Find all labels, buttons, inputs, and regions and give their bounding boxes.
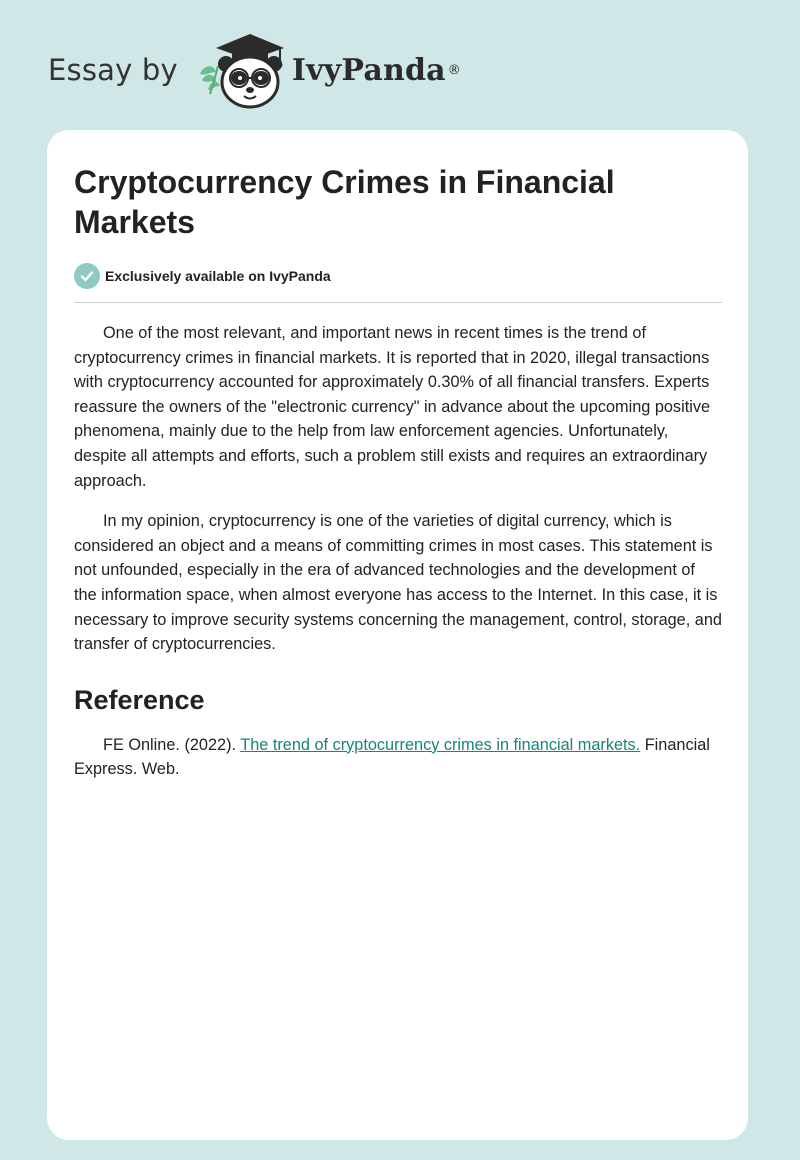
registered-mark: ®	[447, 62, 461, 78]
essay-card	[47, 130, 748, 1140]
body-paragraph: One of the most relevant, and important news in recent times is the trend of cryptocurrency crimes in financial markets. It is reported that in 2020, illegal transactions with cryptocurrency accounted for approximately 0.30% of all financial transfers. Experts reassure the owners of the "electronic currency" in advance about the upcoming positive phenomena, mainly due to the help from law enforcement agencies. Unfortunately, despite all attempts and efforts, such a problem still exists and requires an extraordinary approach.	[74, 324, 711, 490]
divider	[74, 302, 722, 303]
reference-heading: Reference	[74, 684, 205, 715]
brand-prefix: Essay by	[48, 53, 178, 87]
exclusive-badge	[74, 262, 722, 290]
brand-name[interactable]: IvyPanda	[291, 52, 446, 88]
exclusive-label: Exclusively available on IvyPanda	[105, 268, 331, 284]
body-paragraph: In my opinion, cryptocurrency is one of the varieties of digital currency, which is considered an object and a means of committing crimes in most cases. This statement is not unfounded, especially in the era of advanced technologies and the development of the information space, when almost everyone has access to the Internet. In this case, it is necessary to improve security systems concerning the management, control, storage, and transfer of cryptocurrencies.	[74, 512, 722, 654]
check-icon	[74, 263, 100, 289]
reference-author-year: FE Online. (2022).	[103, 735, 241, 754]
reference-source: Financial Express. Web.	[74, 735, 710, 779]
reference-entry	[74, 733, 722, 782]
site-header	[48, 30, 461, 110]
panda-graduate-icon[interactable]	[196, 30, 288, 110]
page-title: Cryptocurrency Crimes in Financial Markets	[74, 164, 615, 240]
reference-link[interactable]: The trend of cryptocurrency crimes in financial markets.	[240, 735, 641, 754]
